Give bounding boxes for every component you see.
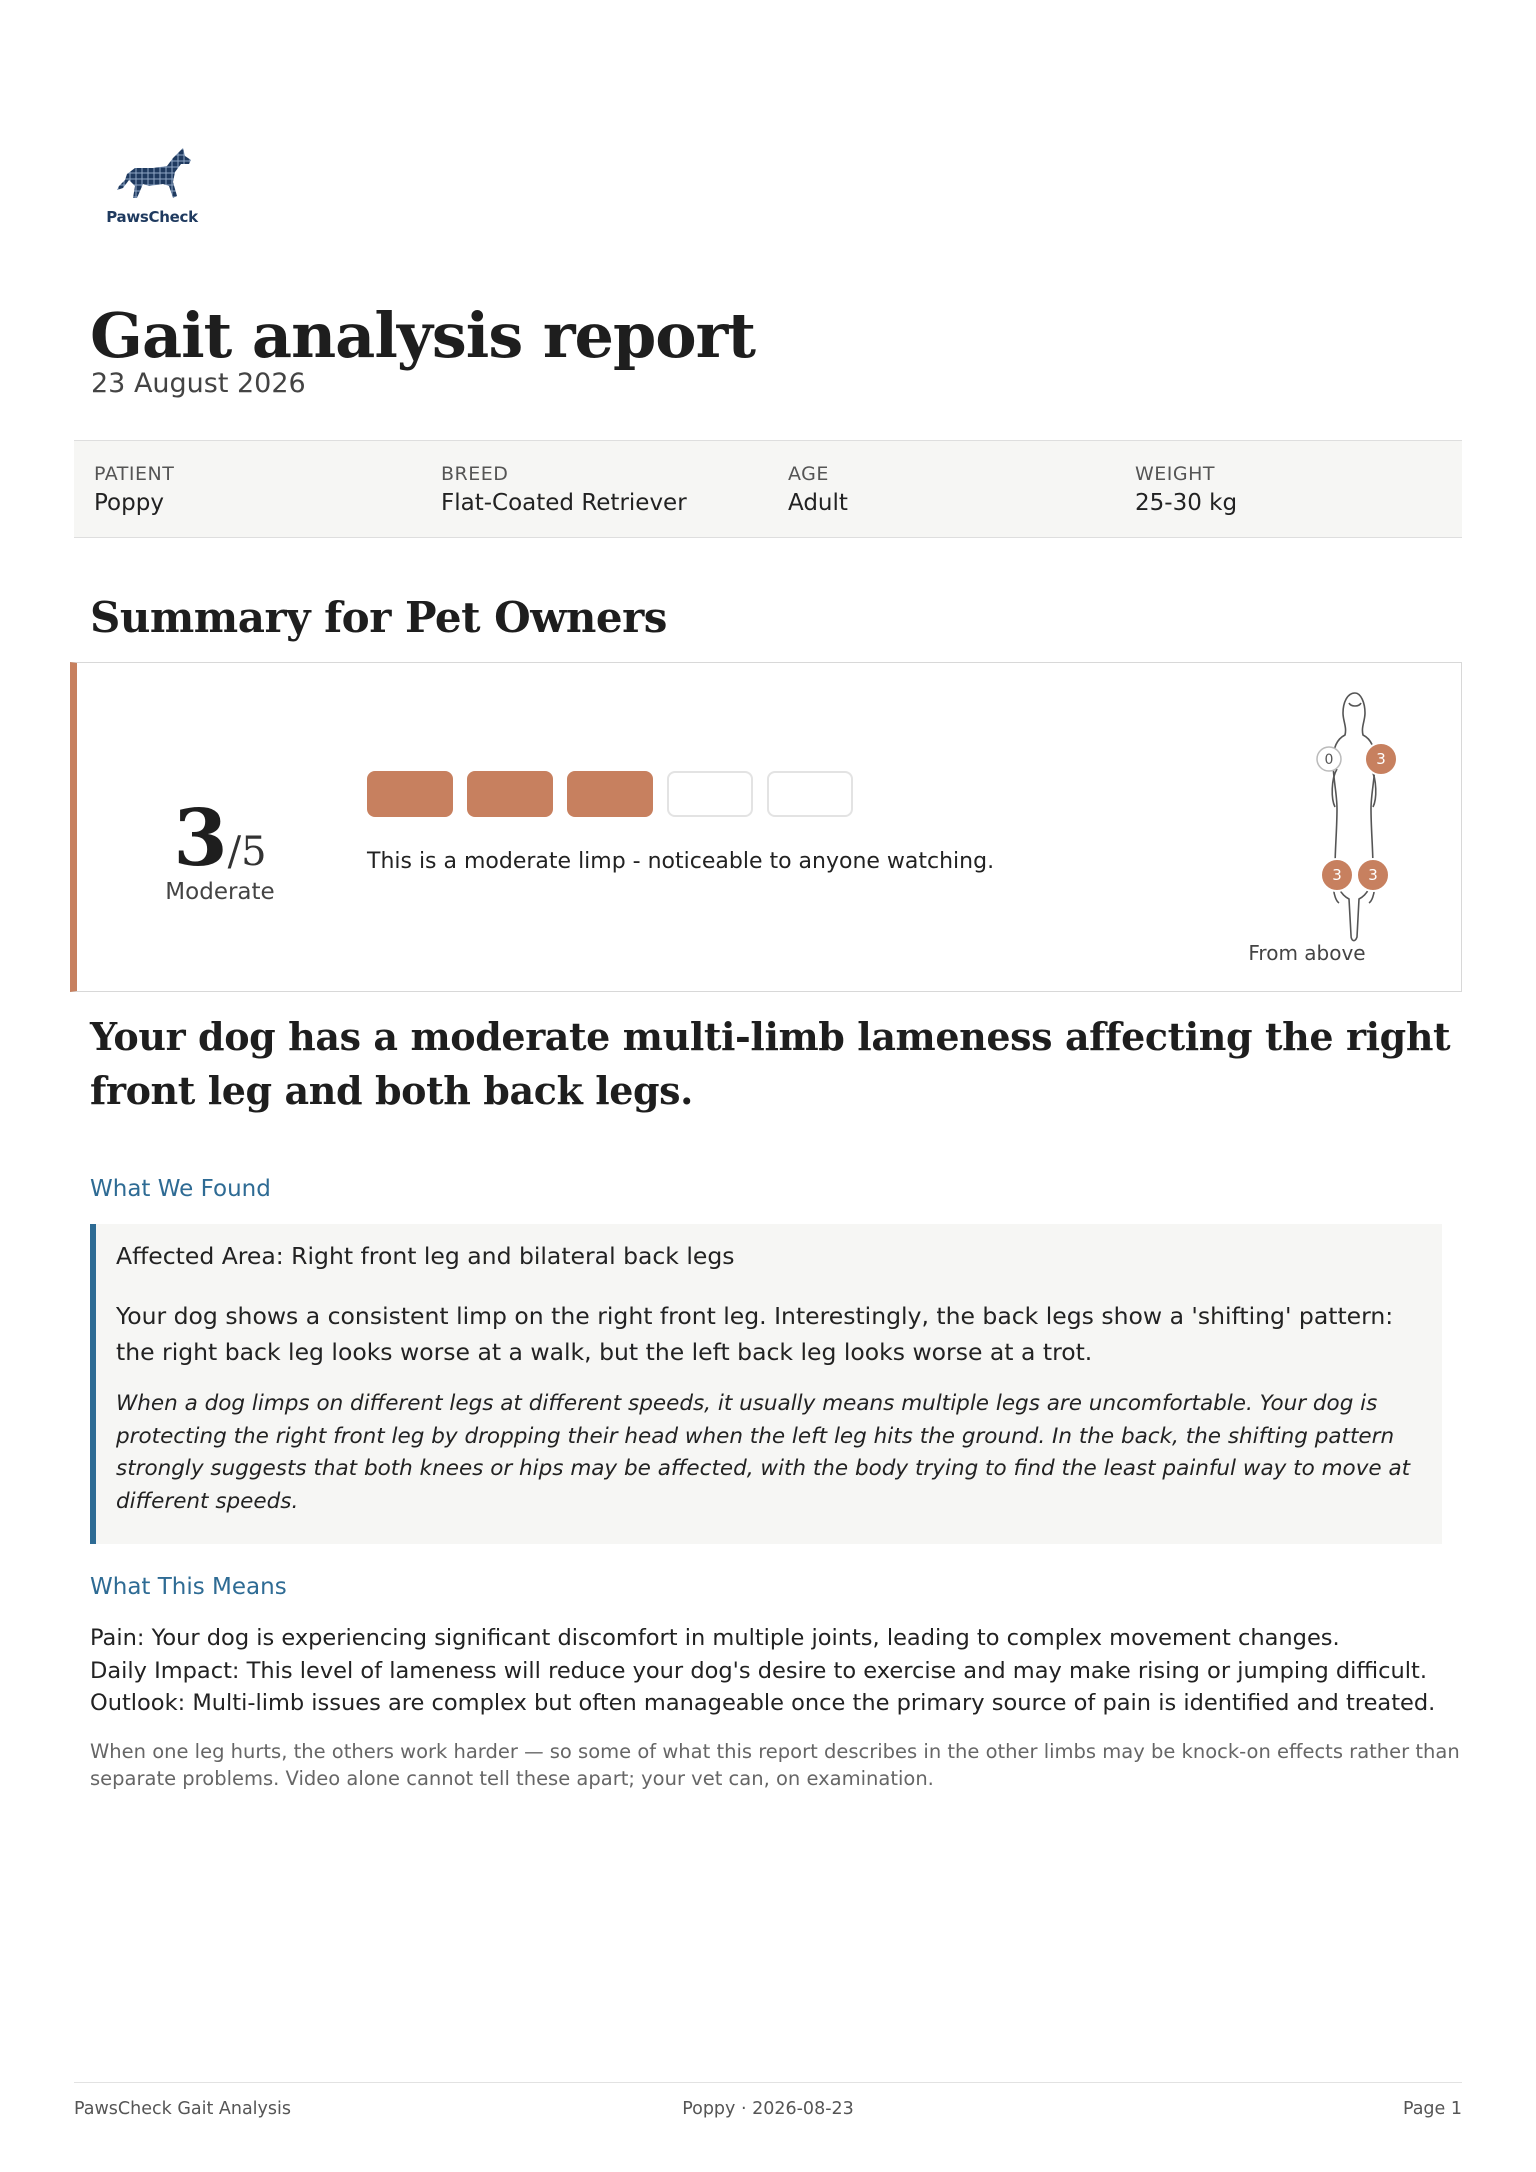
score-bar-filled (467, 771, 553, 817)
brand-name: PawsCheck (106, 208, 198, 226)
footer-left: PawsCheck Gait Analysis (74, 2099, 291, 2119)
weight-label: WEIGHT (1135, 463, 1216, 485)
findings-text: Your dog shows a consistent limp on the right front leg. Interestingly, the back legs show a 'shifting' pattern: the right back leg looks worse at a walk, but the left back leg looks worse at a trot. (116, 1302, 1394, 1366)
meaning-list (90, 1622, 1470, 1720)
footer-center: Poppy · 2026-08-23 (682, 2099, 854, 2119)
right-back-score: 3 (1368, 866, 1378, 884)
findings-box (90, 1224, 1442, 1544)
score-bar-filled (367, 771, 453, 817)
dog-outline-icon (1332, 693, 1376, 941)
affected-area: Affected Area: Right front leg and bilateral back legs (116, 1242, 735, 1270)
report-title: Gait analysis report (90, 299, 755, 372)
footer-page-number: Page 1 (1402, 2099, 1462, 2119)
patient-label: PATIENT (94, 463, 175, 485)
patient-value: Poppy (94, 490, 164, 516)
dog-top-view-diagram (1285, 689, 1425, 969)
score-description: This is a moderate limp - noticeable to anyone watching. (367, 849, 995, 874)
diagram-caption: From above (1248, 941, 1366, 965)
age-value: Adult (788, 490, 848, 516)
what-this-means-heading: What This Means (90, 1574, 287, 1600)
summary-card (70, 662, 1462, 992)
right-front-limb-marker (1365, 743, 1397, 775)
patient-field (94, 461, 174, 519)
summary-heading: Summary for Pet Owners (90, 593, 667, 642)
lameness-score (155, 793, 285, 905)
right-back-limb-marker (1357, 859, 1389, 891)
left-back-limb-marker (1321, 859, 1353, 891)
age-label: AGE (788, 463, 829, 485)
age-field (788, 461, 848, 519)
score-bar-meter (367, 771, 853, 817)
left-front-score: 0 (1324, 752, 1334, 768)
what-we-found-heading: What We Found (90, 1176, 271, 1202)
score-value: 3 (173, 793, 228, 884)
left-back-score: 3 (1332, 866, 1342, 884)
findings-explanation: When a dog limps on different legs at different speeds, it usually means multiple legs are uncomfortable. Your dog is protecting the right front leg by dropping their head when the left leg hits the ground. In the back, the shifting pattern strongly suggests that both knees or hips may be affected, with the body trying to find the least painful way to move at different speeds. (116, 1391, 1411, 1514)
breed-field (441, 461, 687, 519)
patient-info-bar (74, 440, 1462, 538)
score-bar-filled (567, 771, 653, 817)
footer-divider (74, 2082, 1462, 2083)
pain-line: Pain: Your dog is experiencing significant discomfort in multiple joints, leading to complex movement changes. (90, 1625, 1340, 1651)
score-word: Moderate (165, 879, 275, 905)
dog-silhouette-icon (109, 146, 195, 206)
score-bar-empty (667, 771, 753, 817)
diagnosis-headline: Your dog has a moderate multi-limb lameness affecting the right front leg and both back legs. (90, 1014, 1451, 1113)
daily-impact-line: Daily Impact: This level of lameness will reduce your dog's desire to exercise and may make rising or jumping difficult. (90, 1657, 1428, 1684)
score-bar-empty (767, 771, 853, 817)
weight-value: 25-30 kg (1135, 490, 1238, 516)
report-date: 23 August 2026 (91, 368, 306, 399)
outlook-line: Outlook: Multi-limb issues are complex but often manageable once the primary source of pain is identified and treated. (90, 1690, 1436, 1716)
breed-value: Flat-Coated Retriever (441, 490, 687, 516)
brand-logo (102, 146, 202, 230)
right-front-score: 3 (1376, 750, 1386, 768)
disclaimer-note: When one leg hurts, the others work harder — so some of what this report describes in the other limbs may be knock-on effects rather than separate problems. Video alone cannot tell these apart; your vet can, on examination. (90, 1740, 1460, 1790)
score-max: /5 (227, 829, 267, 875)
breed-label: BREED (441, 463, 509, 485)
left-front-limb-marker (1317, 747, 1341, 771)
weight-field (1135, 461, 1237, 519)
